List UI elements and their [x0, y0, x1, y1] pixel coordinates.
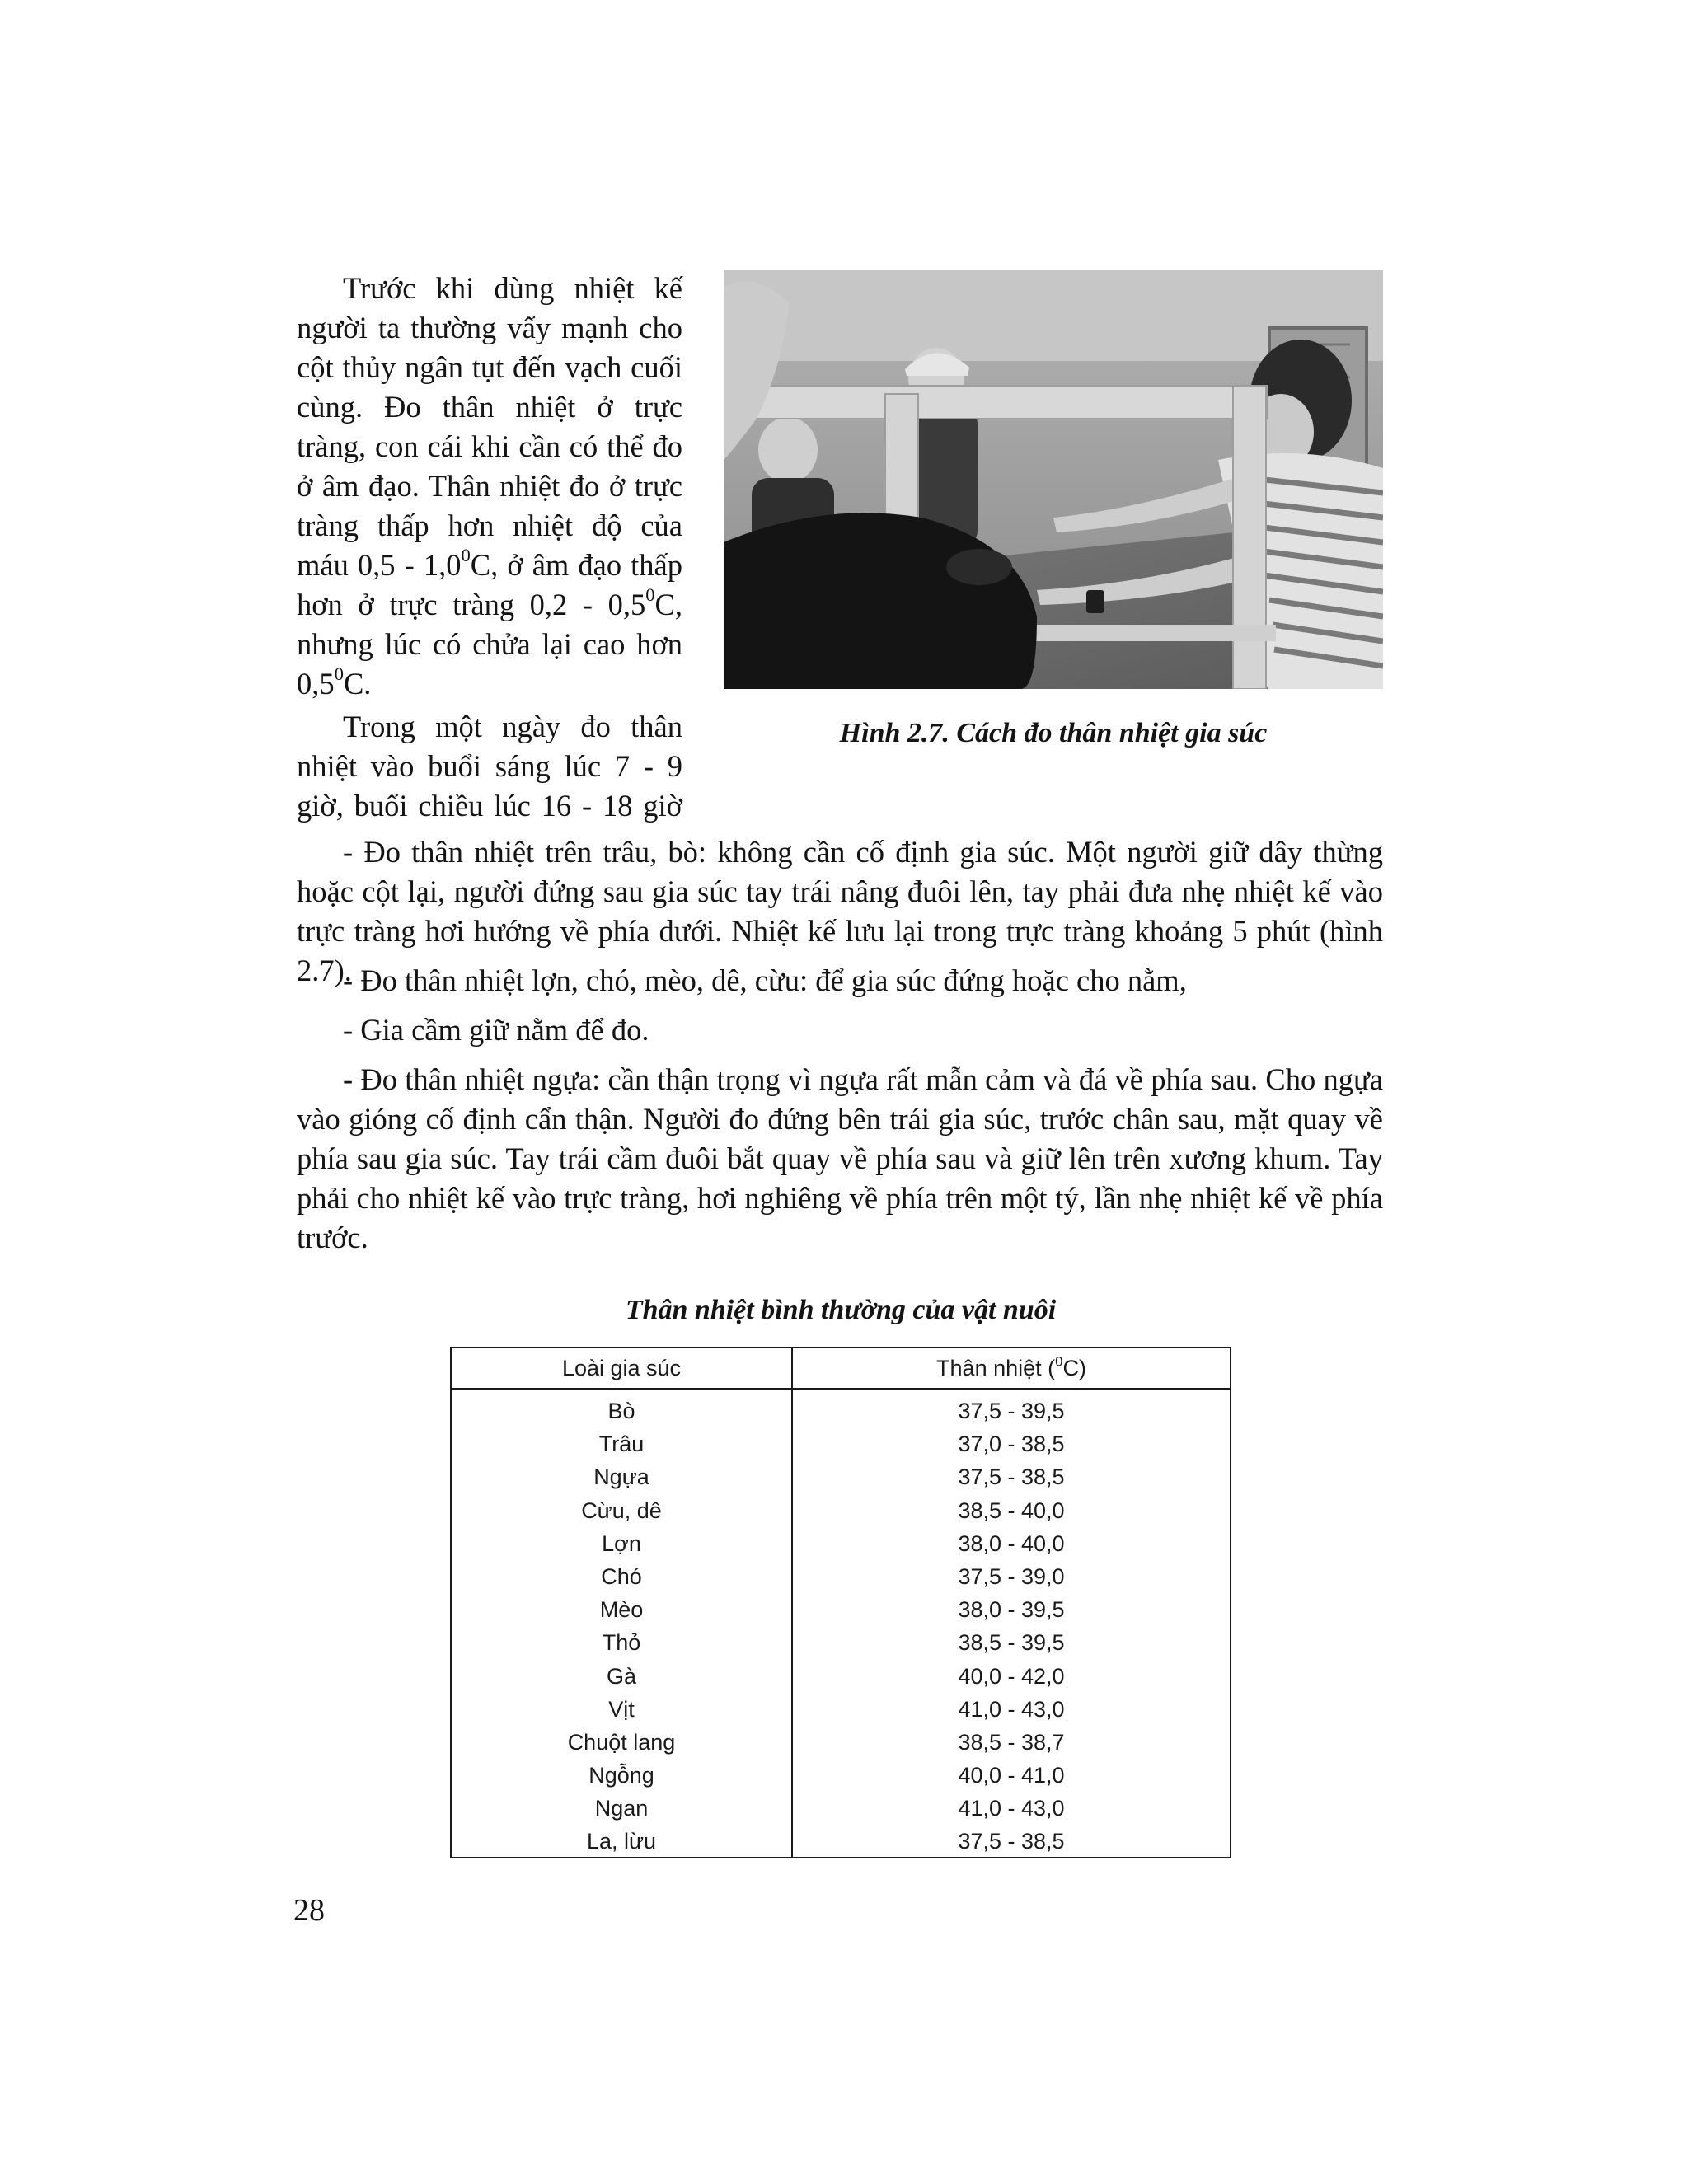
species-cell: Ngỗng	[588, 1763, 654, 1788]
bullet-cattle: - Đo thân nhiệt trên trâu, bò: không cần cố định gia súc. Một người giữ dây thừng hoặc cột lại, người đứng sau gia súc tay trái nâng đuôi lên, tay phải đưa nhẹ nhiệt kế vào trực tràng hơi hướng về phía dưới. Nhiệt kế lưu lại trong trực tràng khoảng 5 phút (hình 2.7).	[297, 835, 1383, 987]
species-cell: Lợn	[602, 1530, 641, 1556]
species-cell: Ngan	[594, 1796, 649, 1821]
species-cell: Trâu	[598, 1432, 645, 1457]
measuring-time-paragraph: Trong một ngày đo thân nhiệt vào buổi sáng lúc 7 - 9 giờ, buổi chiều lúc 16 - 18 giờ	[297, 710, 682, 823]
bullet-poultry: - Gia cầm giữ nằm để đo.	[343, 1013, 649, 1047]
table-title: Thân nhiệt bình thường của vật nuôi	[625, 1295, 1057, 1325]
table-row	[452, 1660, 1230, 1693]
temperature-cell: 38,5 - 40,0	[958, 1497, 1065, 1523]
table-row	[452, 1626, 1230, 1659]
table-row	[452, 1460, 1230, 1493]
species-cell: Mèo	[599, 1597, 644, 1623]
temperature-cell: 37,5 - 38,5	[958, 1829, 1065, 1854]
table-row	[452, 1427, 1230, 1460]
species-cell: La, lừu	[586, 1829, 657, 1854]
temperature-cell: 40,0 - 41,0	[958, 1763, 1065, 1788]
bullet-horses: - Đo thân nhiệt ngựa: cần thận trọng vì ngựa rất mẫn cảm và đá về phía sau. Cho ngựa vào gióng cố định cẩn thận. Người đo đứng bên trái gia súc, trước chân sau, mặt quay về phía sau gia súc. Tay trái cầm đuôi bắt quay về phía sau và giữ lên trên xương khum. Tay phải cho nhiệt kế vào trực tràng, hơi nghiêng về phía trên một tý, lần nhẹ nhiệt kế về phía trước.	[297, 1062, 1383, 1254]
header-divider	[452, 1388, 1230, 1390]
temperature-cell: 37,0 - 38,5	[958, 1432, 1065, 1457]
temperature-cell: 37,5 - 39,5	[958, 1399, 1065, 1423]
species-cell: Thỏ	[602, 1630, 641, 1656]
table-row	[452, 1560, 1230, 1593]
temperature-cell: 37,5 - 38,5	[958, 1465, 1065, 1490]
table-row	[452, 1792, 1230, 1825]
table-row	[452, 1693, 1230, 1726]
temperature-cell: 38,0 - 39,5	[958, 1597, 1065, 1623]
table-row	[452, 1726, 1230, 1759]
header-species: Loài gia súc	[561, 1356, 682, 1380]
page-number: 28	[293, 1893, 325, 1928]
body-temperature-table	[450, 1347, 1231, 1858]
table-row	[452, 1825, 1230, 1858]
table-row	[452, 1494, 1230, 1527]
intro-paragraph: Trước khi dùng nhiệt kế người ta thường vẩy mạnh cho cột thủy ngân tụt đến vạch cuối cùng. Đo thân nhiệt ở trực tràng, con cái khi cần có thể đo ở âm đạo. Thân nhiệt đo ở trực tràng thấp hơn nhiệt độ của máu $0,5 - 1,0^0C$, ở âm đạo thấp hơn ở trực tràng $0,2 - 0,5^0C$, nhưng lúc có chửa lại cao hơn $0,5^0C$.	[297, 271, 683, 701]
temperature-cell: 38,5 - 39,5	[958, 1630, 1065, 1656]
figure-photo	[724, 270, 1383, 689]
species-cell: Gà	[606, 1663, 637, 1689]
species-cell: Bò	[607, 1399, 635, 1423]
table-row	[452, 1593, 1230, 1626]
temperature-cell: 37,5 - 39,0	[958, 1563, 1065, 1589]
species-cell: Vịt	[608, 1696, 635, 1722]
temperature-cell: 38,5 - 38,7	[958, 1729, 1065, 1755]
table-row	[452, 1759, 1230, 1792]
temperature-cell: 40,0 - 42,0	[958, 1663, 1065, 1689]
temperature-cell: 41,0 - 43,0	[958, 1796, 1065, 1821]
table-row	[452, 1394, 1230, 1427]
temperature-cell: 38,0 - 40,0	[958, 1530, 1065, 1556]
table-body	[452, 1394, 1230, 1858]
cattle-thermometer-photo	[724, 270, 1383, 689]
header-temperature: Thân nhiệt ($^0$C)	[936, 1353, 1086, 1380]
species-cell: Ngựa	[593, 1465, 649, 1490]
species-cell: Chó	[601, 1563, 642, 1589]
species-cell: Chuột lang	[567, 1729, 676, 1755]
figure-caption: Hình 2.7. Cách đo thân nhiệt gia súc	[839, 718, 1268, 748]
table-row	[452, 1527, 1230, 1560]
bullet-pigs-dogs-cats: - Đo thân nhiệt lợn, chó, mèo, dê, cừu: để gia súc đứng hoặc cho nằm,	[343, 963, 1187, 997]
species-cell: Cừu, dê	[581, 1497, 662, 1523]
temperature-cell: 41,0 - 43,0	[958, 1696, 1065, 1722]
